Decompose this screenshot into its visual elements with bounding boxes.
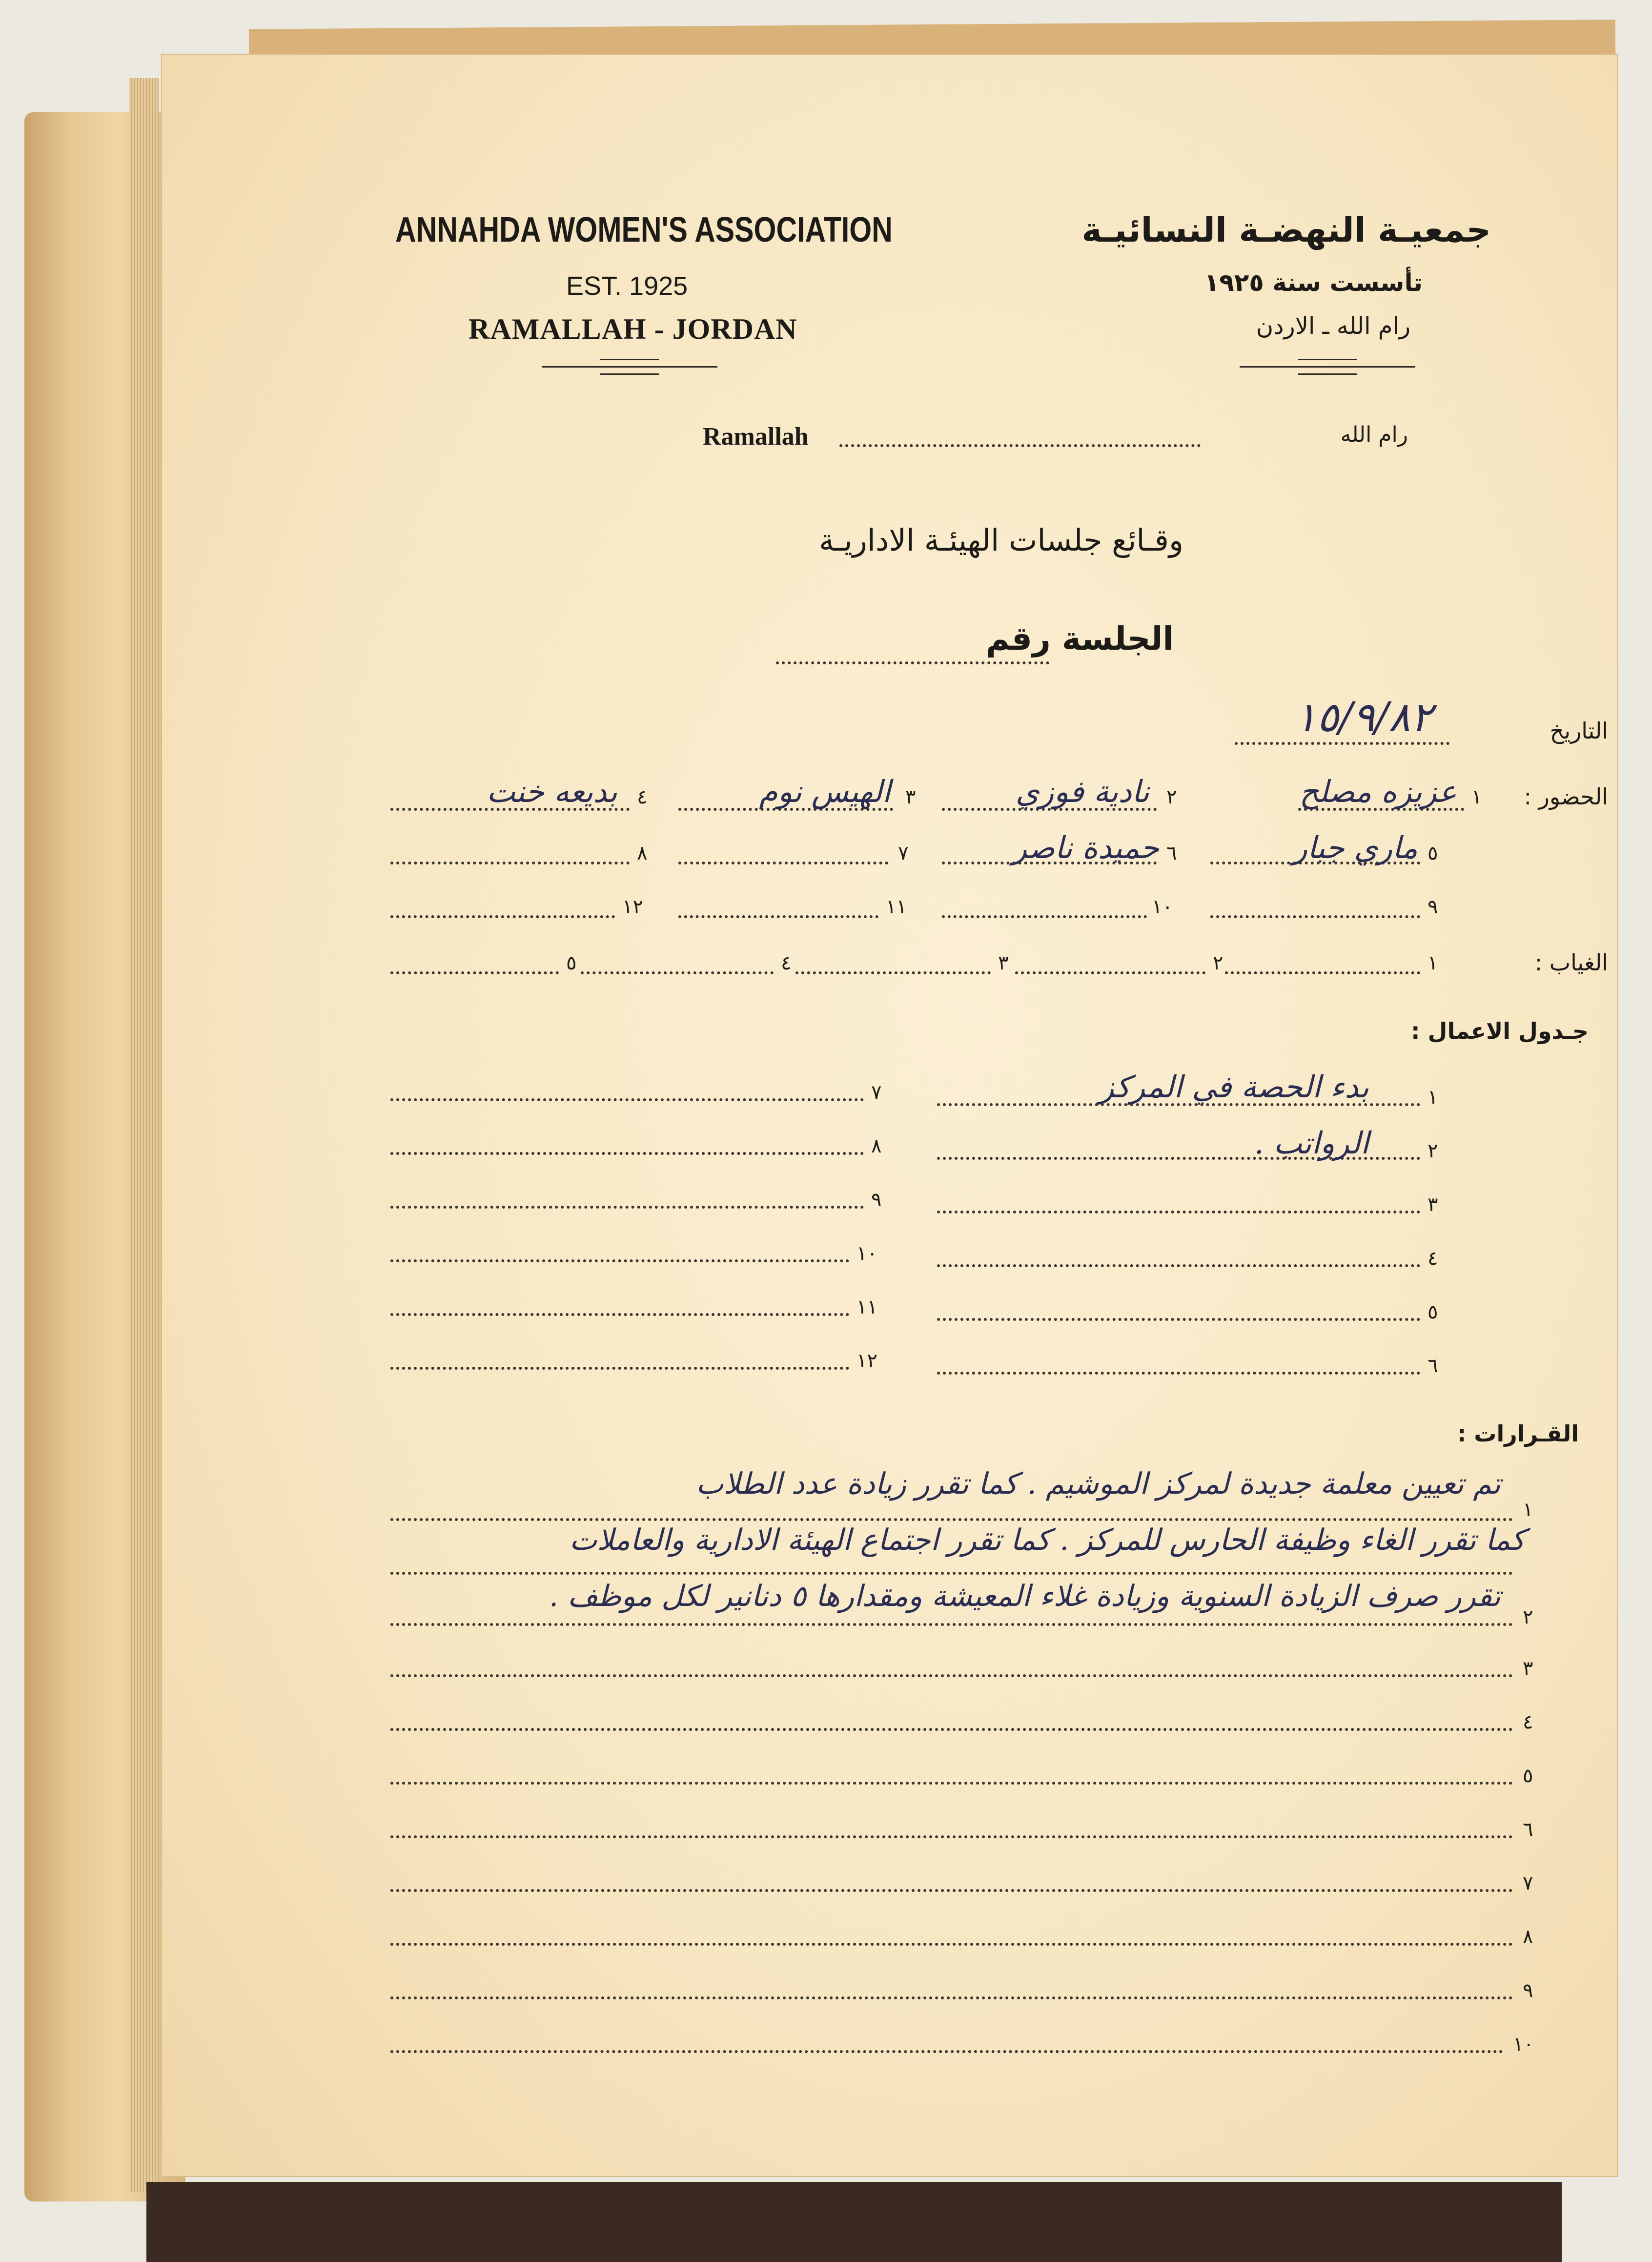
agenda-num-12: ١٢: [857, 1350, 877, 1372]
agenda-line-8: [390, 1152, 864, 1155]
place-dotted-line: [839, 444, 1201, 447]
absence-num-5: ٥: [566, 952, 577, 974]
agenda-item-1: بدء الحصة في المركز: [1099, 1069, 1369, 1105]
org-name-ar: جمعيـة النهضـة النسائيـة: [1081, 210, 1491, 250]
attendance-name-5: ماري جبار: [1292, 830, 1418, 865]
date-value: ١٥/٩/٨٢: [1294, 693, 1432, 741]
agenda-label: جـدول الاعمال :: [1411, 1018, 1589, 1044]
decision-line-5: [390, 1782, 1513, 1785]
agenda-num-7: ٧: [871, 1081, 882, 1104]
agenda-num-4: ٤: [1428, 1247, 1438, 1270]
agenda-num-3: ٣: [1428, 1193, 1438, 1216]
decision-num-3: ٣: [1523, 1657, 1533, 1680]
header-ornament-left-3: [600, 373, 659, 375]
decision-text-2: تقرر صرف الزيادة السنوية وزيادة غلاء المعيشة ومقدارها ٥ دنانير لكل موظف .: [549, 1579, 1501, 1613]
decision-text-1: تم تعيين معلمة جديدة لمركز الموشيم . كما تقرر زيادة عدد الطلاب: [696, 1467, 1501, 1501]
header-ornament-left-2: [600, 359, 659, 360]
absence-num-3: ٣: [998, 952, 1009, 974]
decisions-label: القـرارات :: [1457, 1420, 1579, 1447]
decision-line-7: [390, 1889, 1513, 1892]
attendance-num-8: ٨: [637, 842, 648, 864]
attendance-num-11: ١١: [886, 896, 907, 918]
decision-line-10: [390, 2050, 1503, 2053]
agenda-line-10: [390, 1259, 849, 1262]
absence-line-2: [1015, 971, 1205, 974]
agenda-num-11: ١١: [857, 1296, 877, 1318]
attendance-num-3: ٣: [905, 786, 916, 808]
binder-cover: [146, 2182, 1562, 2262]
attendance-num-9: ٩: [1428, 896, 1438, 918]
decision-num-8: ٨: [1523, 1926, 1533, 1948]
established-en: EST. 1925: [566, 271, 688, 301]
agenda-item-2: الرواتب .: [1254, 1125, 1369, 1161]
attendance-name-6: حميدة ناصر: [1012, 830, 1159, 865]
session-dotted-line: [776, 661, 1049, 664]
absence-num-1: ١: [1428, 952, 1438, 974]
attendance-label: الحضور :: [1524, 783, 1608, 810]
date-dotted-line: [1235, 742, 1449, 745]
established-ar: تأسست سنة ١٩٢٥: [1204, 268, 1423, 297]
absence-line-3: [795, 971, 991, 974]
agenda-num-2: ٢: [1428, 1140, 1438, 1162]
decision-num-9: ٩: [1523, 1979, 1533, 2002]
header-ornament-right-2: [1298, 359, 1357, 360]
attendance-num-12: ١٢: [622, 896, 643, 918]
org-name-en: ANNAHDA WOMEN'S ASSOCIATION: [395, 210, 893, 249]
attendance-num-4: ٤: [637, 786, 648, 808]
agenda-line-7: [390, 1098, 864, 1101]
attendance-num-10: ١٠: [1152, 896, 1173, 918]
attendance-name-2: نادية فوزي: [1015, 774, 1149, 809]
decision-num-6: ٦: [1523, 1818, 1533, 1841]
attendance-line-7: [678, 862, 888, 864]
decision-num-4: ٤: [1523, 1711, 1533, 1733]
decision-num-10: ١٠: [1513, 2033, 1534, 2056]
decision-line-8: [390, 1943, 1513, 1946]
decision-line-4: [390, 1728, 1513, 1731]
agenda-line-3: [937, 1211, 1420, 1213]
attendance-line-11: [678, 915, 878, 918]
absence-label: الغياب :: [1534, 949, 1608, 976]
agenda-line-4: [937, 1264, 1420, 1267]
agenda-num-10: ١٠: [857, 1242, 877, 1265]
decision-num-5: ٥: [1523, 1765, 1533, 1787]
attendance-num-5: ٥: [1428, 842, 1438, 864]
decision-num-7: ٧: [1523, 1872, 1533, 1894]
agenda-line-12: [390, 1367, 849, 1370]
header-ornament-left: [542, 366, 717, 368]
agenda-num-6: ٦: [1428, 1355, 1438, 1377]
attendance-line-12: [390, 915, 615, 918]
page-stack-edge: [129, 78, 159, 2192]
attendance-num-1: ١: [1471, 786, 1482, 808]
attendance-num-7: ٧: [898, 842, 909, 864]
city-ar: رام الله ـ الاردن: [1256, 312, 1410, 340]
absence-line-1: [1225, 971, 1420, 974]
agenda-line-6: [937, 1372, 1420, 1375]
decision-num-2: ٢: [1523, 1606, 1533, 1628]
decision-line-3: [390, 1674, 1513, 1677]
decision-line-1: [390, 1518, 1513, 1521]
session-label: الجلسة رقم: [985, 620, 1174, 658]
decision-line-9: [390, 1996, 1513, 1999]
attendance-num-2: ٢: [1166, 786, 1177, 808]
header-ornament-right: [1240, 366, 1415, 368]
attendance-line-10: [942, 915, 1147, 918]
decision-line-6: [390, 1835, 1513, 1838]
agenda-num-5: ٥: [1428, 1301, 1438, 1323]
decision-text-1b: كما تقرر الغاء وظيفة الحارس للمركز . كما تقرر اجتماع الهيئة الادارية والعاملات: [569, 1523, 1525, 1557]
decision-line-2: [390, 1623, 1513, 1626]
decision-line-1b: [390, 1572, 1513, 1575]
date-label: التاريخ: [1550, 718, 1608, 744]
attendance-line-9: [1210, 915, 1420, 918]
attendance-name-4: بديعه خنت: [487, 774, 617, 809]
ledger-page: [161, 54, 1618, 2177]
absence-line-5: [390, 971, 559, 974]
place-label-en: Ramallah: [703, 423, 809, 451]
agenda-num-1: ١: [1428, 1086, 1438, 1109]
agenda-line-9: [390, 1206, 864, 1209]
attendance-num-6: ٦: [1166, 842, 1177, 864]
agenda-line-5: [937, 1318, 1420, 1321]
absence-num-4: ٤: [781, 952, 792, 974]
minutes-title: وقـائع جلسات الهيئـة الاداريـة: [819, 522, 1183, 558]
absence-num-2: ٢: [1213, 952, 1224, 974]
absence-line-4: [581, 971, 774, 974]
city-en: RAMALLAH - JORDAN: [469, 313, 797, 345]
agenda-num-8: ٨: [871, 1135, 882, 1157]
agenda-line-11: [390, 1313, 849, 1316]
attendance-line-8: [390, 862, 630, 864]
attendance-name-3: الهيس نوم: [759, 774, 891, 809]
agenda-num-9: ٩: [871, 1189, 882, 1211]
place-label-ar: رام الله: [1340, 422, 1408, 447]
header-ornament-right-3: [1298, 373, 1357, 375]
attendance-name-1: عزيزه مصلح: [1299, 774, 1457, 809]
decision-num-1: ١: [1523, 1499, 1533, 1521]
